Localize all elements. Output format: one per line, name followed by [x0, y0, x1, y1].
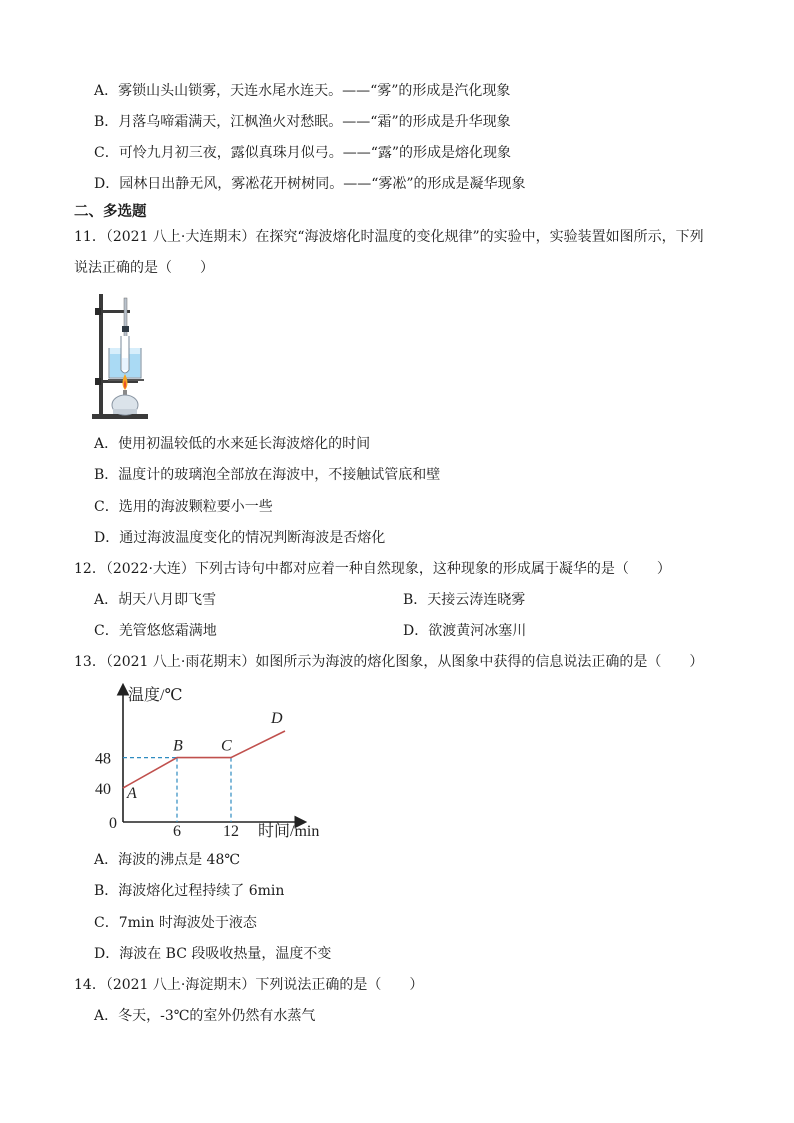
point-label-d: D — [271, 710, 283, 727]
q13-option-d: D．海波在 BC 段吸收热量，温度不变 — [94, 946, 332, 962]
q13-stem: 13．（2021 八上·雨花期末）如图所示为海波的熔化图象，从图象中获得的信息说法正确的是（ ） — [74, 654, 704, 670]
q13-option-a: A．海波的沸点是 48℃ — [94, 852, 241, 868]
q12-option-a: A．胡天八月即飞雪 — [94, 592, 217, 608]
q12-option-d: D．欲渡黄河冰塞川 — [403, 623, 527, 639]
q11-stem-line1: 11．（2021 八上·大连期末）在探究“海波熔化时温度的变化规律”的实验中，实验装置如图所示，下列 — [74, 229, 704, 245]
q11-option-c: C．选用的海波颗粒要小一些 — [94, 499, 273, 515]
q13-option-b: B．海波熔化过程持续了 6min — [94, 883, 285, 899]
point-label-a: A — [127, 785, 137, 802]
q12-option-b: B．天接云涛连晓雾 — [403, 592, 526, 608]
melting-graph — [90, 680, 340, 845]
section-title: 二、多选题 — [74, 203, 147, 220]
point-label-c: C — [221, 737, 232, 755]
x-axis-label: 时间/min — [258, 823, 320, 840]
x-tick-label-12: 12 — [223, 823, 239, 840]
y-axis-label: 温度/℃ — [128, 687, 183, 704]
q11-option-b: B．温度计的玻璃泡全部放在海波中，不接触试管底和壁 — [94, 467, 441, 483]
q10-option-b: B．月落乌啼霜满天，江枫渔火对愁眠。——“霜”的形成是升华现象 — [94, 114, 511, 130]
q11-stem-line2: 说法正确的是（ ） — [74, 260, 214, 276]
melting-curve — [123, 731, 285, 788]
q12-option-c: C．羌管悠悠霜满地 — [94, 623, 217, 639]
origin-label: 0 — [109, 815, 117, 832]
q10-option-d: D．园林日出静无风，雾凇花开树树同。——“雾凇”的形成是凝华现象 — [94, 176, 526, 192]
q14-stem: 14．（2021 八上·海淀期末）下列说法正确的是（ ） — [74, 977, 424, 993]
point-label-b: B — [173, 737, 183, 755]
q10-option-a: A．雾锁山头山锁雾，天连水尾水连天。——“雾”的形成是汽化现象 — [94, 83, 511, 99]
q13-option-c: C．7min 时海波处于液态 — [94, 915, 257, 931]
y-tick-label-40: 40 — [95, 781, 111, 798]
q11-option-d: D．通过海波温度变化的情况判断海波是否熔化 — [94, 530, 386, 546]
q11-option-a: A．使用初温较低的水来延长海波熔化的时间 — [94, 436, 371, 452]
q14-option-a: A．冬天，-3℃的室外仍然有水蒸气 — [94, 1008, 316, 1024]
x-tick-label-6: 6 — [173, 823, 181, 840]
q10-option-c: C．可怜九月初三夜，露似真珠月似弓。——“露”的形成是熔化现象 — [94, 145, 512, 161]
q12-stem: 12．（2022·大连）下列古诗句中都对应着一种自然现象，这种现象的形成属于凝华的是（ ） — [74, 561, 671, 577]
y-tick-label-48: 48 — [95, 750, 111, 768]
experiment-apparatus-figure — [92, 292, 148, 422]
